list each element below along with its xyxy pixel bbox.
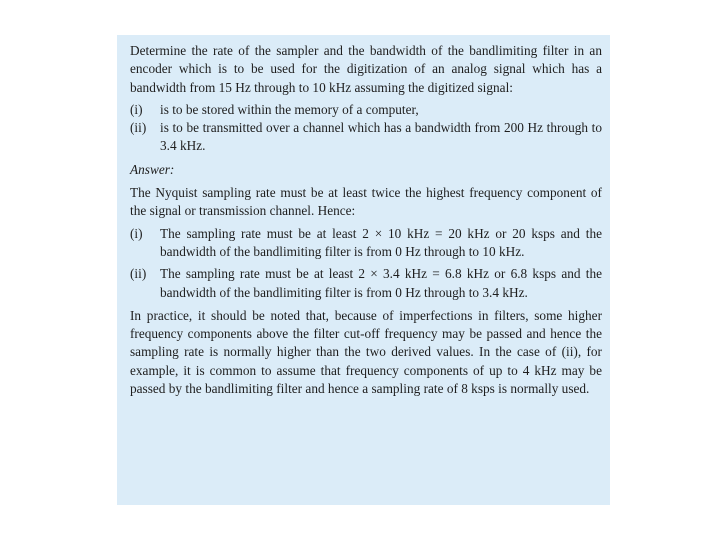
question-item-ii [130,119,602,156]
question-item-text: is to be transmitted over a channel which has a bandwidth from 200 Hz through to 3.4 kHz. [160,120,602,154]
answer-item-text: The sampling rate must be at least 2 × 10 kHz = 20 kHz or 20 ksps and the bandwidth of the bandlimiting filter is from 0 Hz through to 10 kHz. [160,225,602,259]
answer-item-text: The sampling rate must be at least 2 × 3.4 kHz = 6.8 kHz or 6.8 ksps and the bandwidth of the bandlimiting filter is from 0 Hz through to 3.4 kHz. [160,266,602,300]
question-item-number: (i) [130,101,143,117]
question-item-i [130,101,602,119]
answer-item-number: (ii) [130,266,147,282]
question-text: Determine the rate of the sampler and the bandwidth of the bandlimiting filter in an encoder which is to be used for the digitization of an analog signal which has a bandwidth from 15 Hz through to 10 kHz assuming the digitized signal: [130,43,602,95]
example-panel [117,35,610,505]
question-item-number: (ii) [130,120,147,136]
answer-item-ii [130,265,602,302]
answer-label: Answer: [130,161,175,177]
answer-item-number: (i) [130,225,143,241]
practice-paragraph: In practice, it should be noted that, because of imperfections in filters, some higher frequency components above the filter cut-off frequency may be passed and hence the sampling rate is normally higher than the two derived values. In the case of (ii), for example, it is common to assume that frequency components of up to 4 kHz may be passed by the bandlimiting filter and hence a sampling rate of 8 ksps is normally used. [130,307,602,397]
answer-item-i [130,225,602,262]
answer-intro: The Nyquist sampling rate must be at least twice the highest frequency component of the signal or transmission channel. Hence: [130,185,602,219]
question-item-text: is to be stored within the memory of a computer, [160,101,419,117]
